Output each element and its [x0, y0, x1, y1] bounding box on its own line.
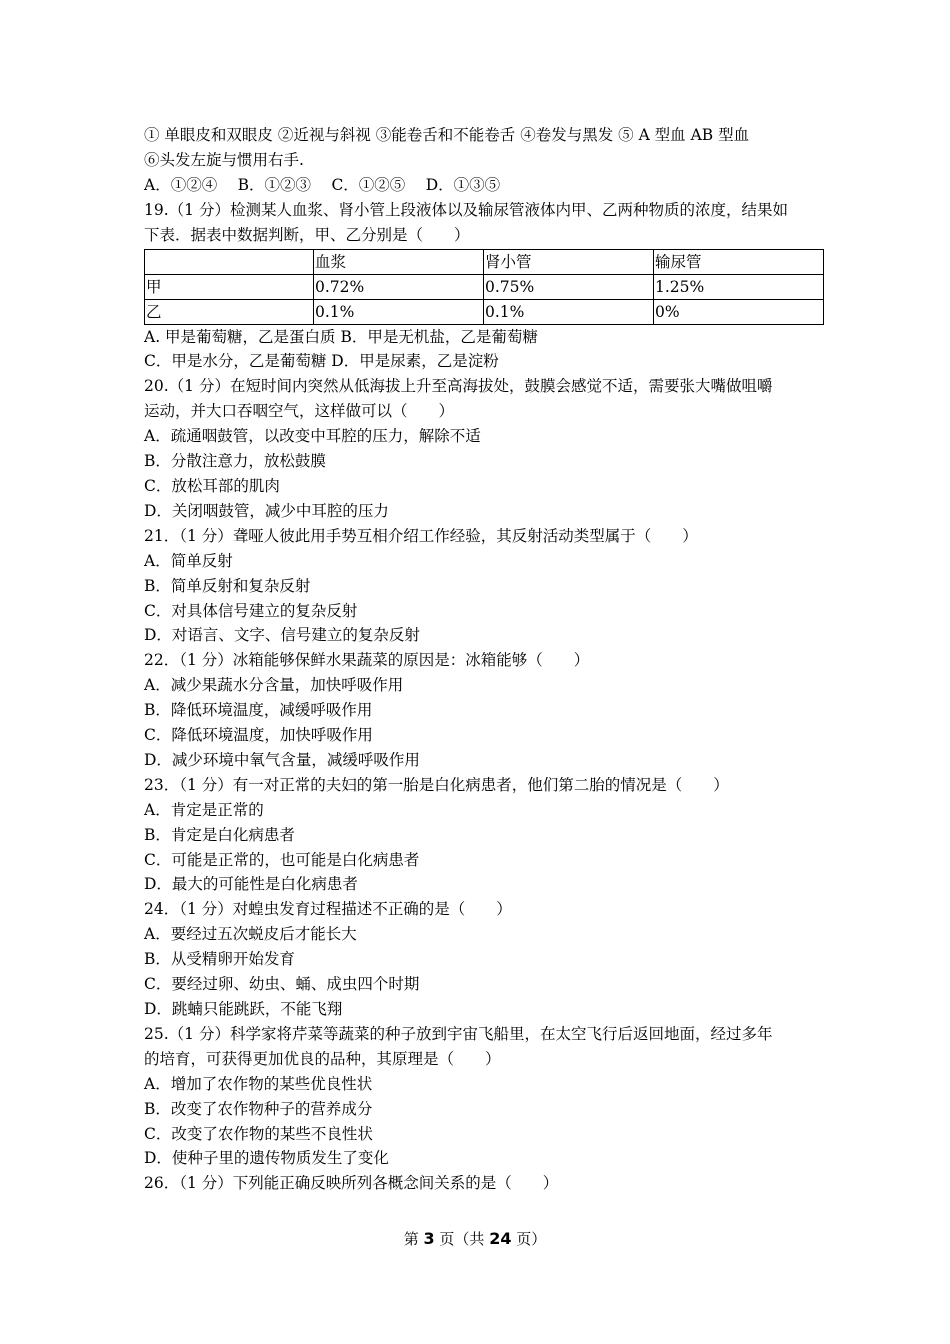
answer-option: C．要经过卵、幼虫、蛹、成虫四个时期: [144, 975, 420, 994]
table-header-cell: 输尿管: [654, 249, 824, 274]
question-text: 20.（1 分）在短时间内突然从低海拔上升至高海拔处，鼓膜会感觉不适，需要张大嘴做咀嚼: [144, 377, 773, 396]
table-cell: 甲: [145, 274, 314, 299]
answer-option: C．对具体信号建立的复杂反射: [144, 601, 358, 620]
question-19: [144, 198, 834, 375]
question-24: [144, 897, 834, 1022]
question-text: 22．（1 分）冰箱能够保鲜水果蔬菜的原因是：冰箱能够（ ）: [144, 651, 590, 670]
question-text: ① 单眼皮和双眼皮 ②近视与斜视 ③能卷舌和不能卷舌 ④卷发与黑发 ⑤ A 型血 AB 型血: [144, 126, 750, 144]
page-footer: [0, 1228, 950, 1250]
table-cell: 0.1%: [314, 299, 484, 324]
answer-option: D．对语言、文字、信号建立的复杂反射: [144, 626, 420, 645]
answer-option: A．减少果蔬水分含量，加快呼吸作用: [144, 676, 404, 695]
table-row: [145, 299, 824, 324]
footer-page-number: 3: [423, 1229, 435, 1248]
answer-option: A．增加了农作物的某些优良性状: [144, 1074, 373, 1093]
answer-option: A. 甲是葡萄糖，乙是蛋白质 B．甲是无机盐，乙是葡萄糖: [144, 327, 538, 346]
question-text: 21．（1 分）聋哑人彼此用手势互相介绍工作经验，其反射活动类型属于（ ）: [144, 526, 698, 545]
page-content: [144, 123, 834, 1196]
table-row: [145, 274, 824, 299]
table-cell: 0.75%: [484, 274, 654, 299]
question-text: 26．（1 分）下列能正确反映所列各概念间关系的是（ ）: [144, 1174, 559, 1193]
answer-option: C．甲是水分，乙是葡萄糖 D．甲是尿素，乙是淀粉: [144, 352, 499, 371]
answer-option: C．改变了农作物的某些不良性状: [144, 1124, 373, 1143]
answer-option: C．放松耳部的肌肉: [144, 476, 280, 495]
question-20: [144, 374, 834, 523]
footer-prefix: 第: [403, 1230, 424, 1248]
question-text: 25.（1 分）科学家将芹菜等蔬菜的种子放到宇宙飞船里，在太空飞行后返回地面，经过多年: [144, 1024, 773, 1043]
question-text: ⑥头发左旋与惯用右手.: [144, 150, 304, 169]
question-21: [144, 524, 834, 649]
question-26: [144, 1171, 834, 1196]
table-cell: 0.72%: [314, 274, 484, 299]
answer-options: A．①②④ B．①②③ C．①②⑤ D．①③⑤: [144, 175, 501, 194]
answer-option: B．从受精卵开始发育: [144, 950, 295, 969]
answer-option: C．可能是正常的，也可能是白化病患者: [144, 850, 420, 869]
table-header-cell: 血浆: [314, 249, 484, 274]
concentration-table: [144, 249, 824, 325]
answer-option: B．肯定是白化病患者: [144, 825, 295, 844]
footer-middle: 页（共: [434, 1230, 490, 1248]
answer-option: A．简单反射: [144, 551, 233, 570]
question-text: 24．（1 分）对蝗虫发育过程描述不正确的是（ ）: [144, 900, 512, 919]
answer-option: A．肯定是正常的: [144, 800, 264, 819]
question-22: [144, 648, 834, 773]
question-25: [144, 1022, 834, 1171]
question-text: 19.（1 分）检测某人血浆、肾小管上段液体以及输尿管液体内甲、乙两种物质的浓度，结果如: [144, 200, 788, 219]
table-header-cell: 肾小管: [484, 249, 654, 274]
answer-option: B．降低环境温度，减缓呼吸作用: [144, 701, 373, 720]
answer-option: A．要经过五次蜕皮后才能长大: [144, 925, 357, 944]
footer-total-pages: 24: [489, 1229, 512, 1248]
answer-option: D．减少环境中氧气含量，减缓呼吸作用: [144, 750, 420, 769]
answer-option: D．最大的可能性是白化病患者: [144, 875, 358, 894]
answer-option: D．关闭咽鼓管，减少中耳腔的压力: [144, 501, 389, 520]
question-text: 的培育，可获得更加优良的品种，其原理是（ ）: [144, 1049, 501, 1068]
answer-option: D．跳蝻只能跳跃，不能飞翔: [144, 1000, 343, 1018]
answer-option: B．改变了农作物种子的营养成分: [144, 1099, 373, 1118]
question-text: 23．（1 分）有一对正常的夫妇的第一胎是白化病患者，他们第二胎的情况是（ ）: [144, 775, 729, 794]
question-18-continued: [144, 123, 834, 198]
footer-suffix: 页）: [511, 1230, 547, 1248]
answer-option: D．使种子里的遗传物质发生了变化: [144, 1149, 389, 1168]
table-cell: 1.25%: [654, 274, 824, 299]
table-header-cell: [145, 249, 314, 274]
answer-option: C．降低环境温度，加快呼吸作用: [144, 726, 373, 745]
answer-option: B．分散注意力，放松鼓膜: [144, 452, 326, 471]
question-text: 下表．据表中数据判断，甲、乙分别是（ ）: [144, 225, 470, 244]
table-cell: 0.1%: [484, 299, 654, 324]
table-header-row: [145, 249, 824, 274]
answer-option: B．简单反射和复杂反射: [144, 576, 311, 595]
question-text: 运动，并大口吞咽空气，这样做可以（ ）: [144, 402, 455, 421]
question-23: [144, 773, 834, 898]
answer-option: A．疏通咽鼓管，以改变中耳腔的压力，解除不适: [144, 427, 481, 446]
table-cell: 0%: [654, 299, 824, 324]
table-cell: 乙: [145, 299, 314, 324]
